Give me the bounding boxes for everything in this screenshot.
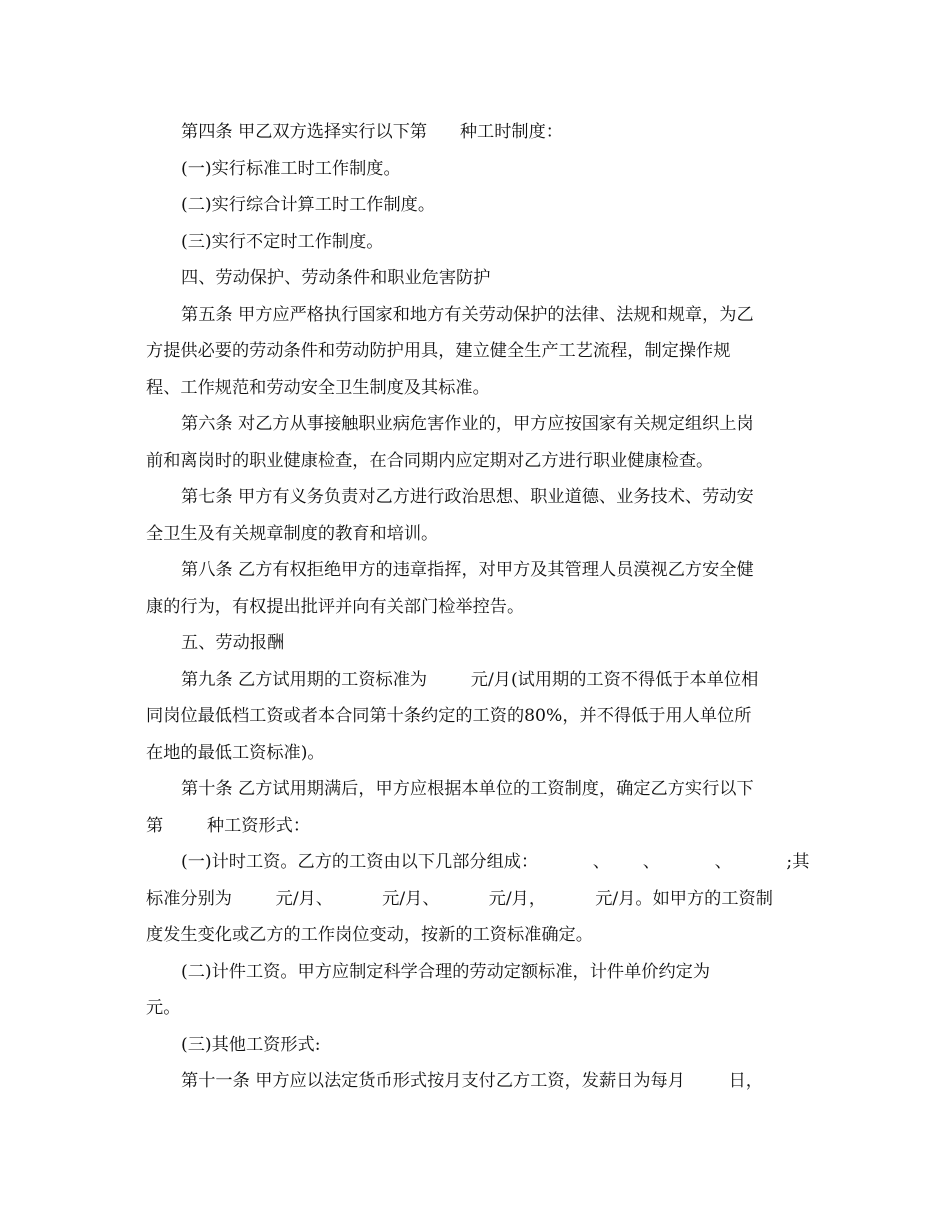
text-line: 第六条 对乙方从事接触职业病危害作业的，甲方应按国家有关规定组织上岗 [181, 414, 754, 434]
section-heading: 五、劳动报酬 [181, 633, 285, 653]
text-line: 第十一条 甲方应以法定货币形式按月支付乙方工资，发薪日为每月 日， [181, 1071, 763, 1091]
text-line: 元。 [146, 998, 181, 1018]
text-line: (三)其他工资形式: [181, 1034, 321, 1055]
document-body [146, 114, 810, 1100]
text-line: (一)计时工资。乙方的工资由以下几部分组成： 、 、 、 ;其 [181, 852, 810, 872]
text-line: 康的行为，有权提出批评并向有关部门检举控告。 [146, 596, 525, 617]
text-line: 度发生变化或乙方的工作岗位变动，按新的工资标准确定。 [146, 925, 593, 945]
text-line: (二)实行综合计算工时工作制度。 [181, 195, 436, 215]
text-line: 同岗位最低档工资或者本合同第十条约定的工资的80%，并不得低于用人单位所 [146, 706, 752, 726]
text-line: 第七条 甲方有义务负责对乙方进行政治思想、职业道德、业务技术、劳动安 [181, 487, 754, 507]
text-line: 第九条 乙方试用期的工资标准为 元/月(试用期的工资不得低于本单位相 [181, 669, 759, 690]
text-line: 全卫生及有关规章制度的教育和培训。 [146, 523, 439, 544]
text-line: (二)计件工资。甲方应制定科学合理的劳动定额标准，计件单价约定为 [181, 961, 711, 982]
text-line: 第 种工资形式： [146, 815, 311, 836]
section-heading: 四、劳动保护、劳动条件和职业危害防护 [181, 268, 491, 288]
text-line: 方提供必要的劳动条件和劳动防护用具，建立健全生产工艺流程，制定操作规 [146, 341, 731, 361]
text-line: 第四条 甲乙双方选择实行以下第 种工时制度： [181, 122, 563, 142]
text-line: 在地的最低工资标准)。 [146, 742, 325, 763]
text-line: 第十条 乙方试用期满后，甲方应根据本单位的工资制度，确定乙方实行以下 [181, 779, 754, 799]
text-line: 前和离岗时的职业健康检查，在合同期内应定期对乙方进行职业健康检查。 [146, 450, 714, 471]
text-line: 第五条 甲方应严格执行国家和地方有关劳动保护的法律、法规和规章，为乙 [181, 304, 754, 325]
text-line: 程、工作规范和劳动安全卫生制度及其标准。 [146, 377, 490, 398]
text-line: 第八条 乙方有权拒绝甲方的违章指挥，对甲方及其管理人员漠视乙方安全健 [181, 560, 754, 580]
text-line: (一)实行标准工时工作制度。 [181, 158, 401, 179]
text-line: 标准分别为 元/月、 元/月、 元/月， 元/月。如甲方的工资制 [146, 888, 773, 909]
text-line: (三)实行不定时工作制度。 [181, 231, 384, 252]
